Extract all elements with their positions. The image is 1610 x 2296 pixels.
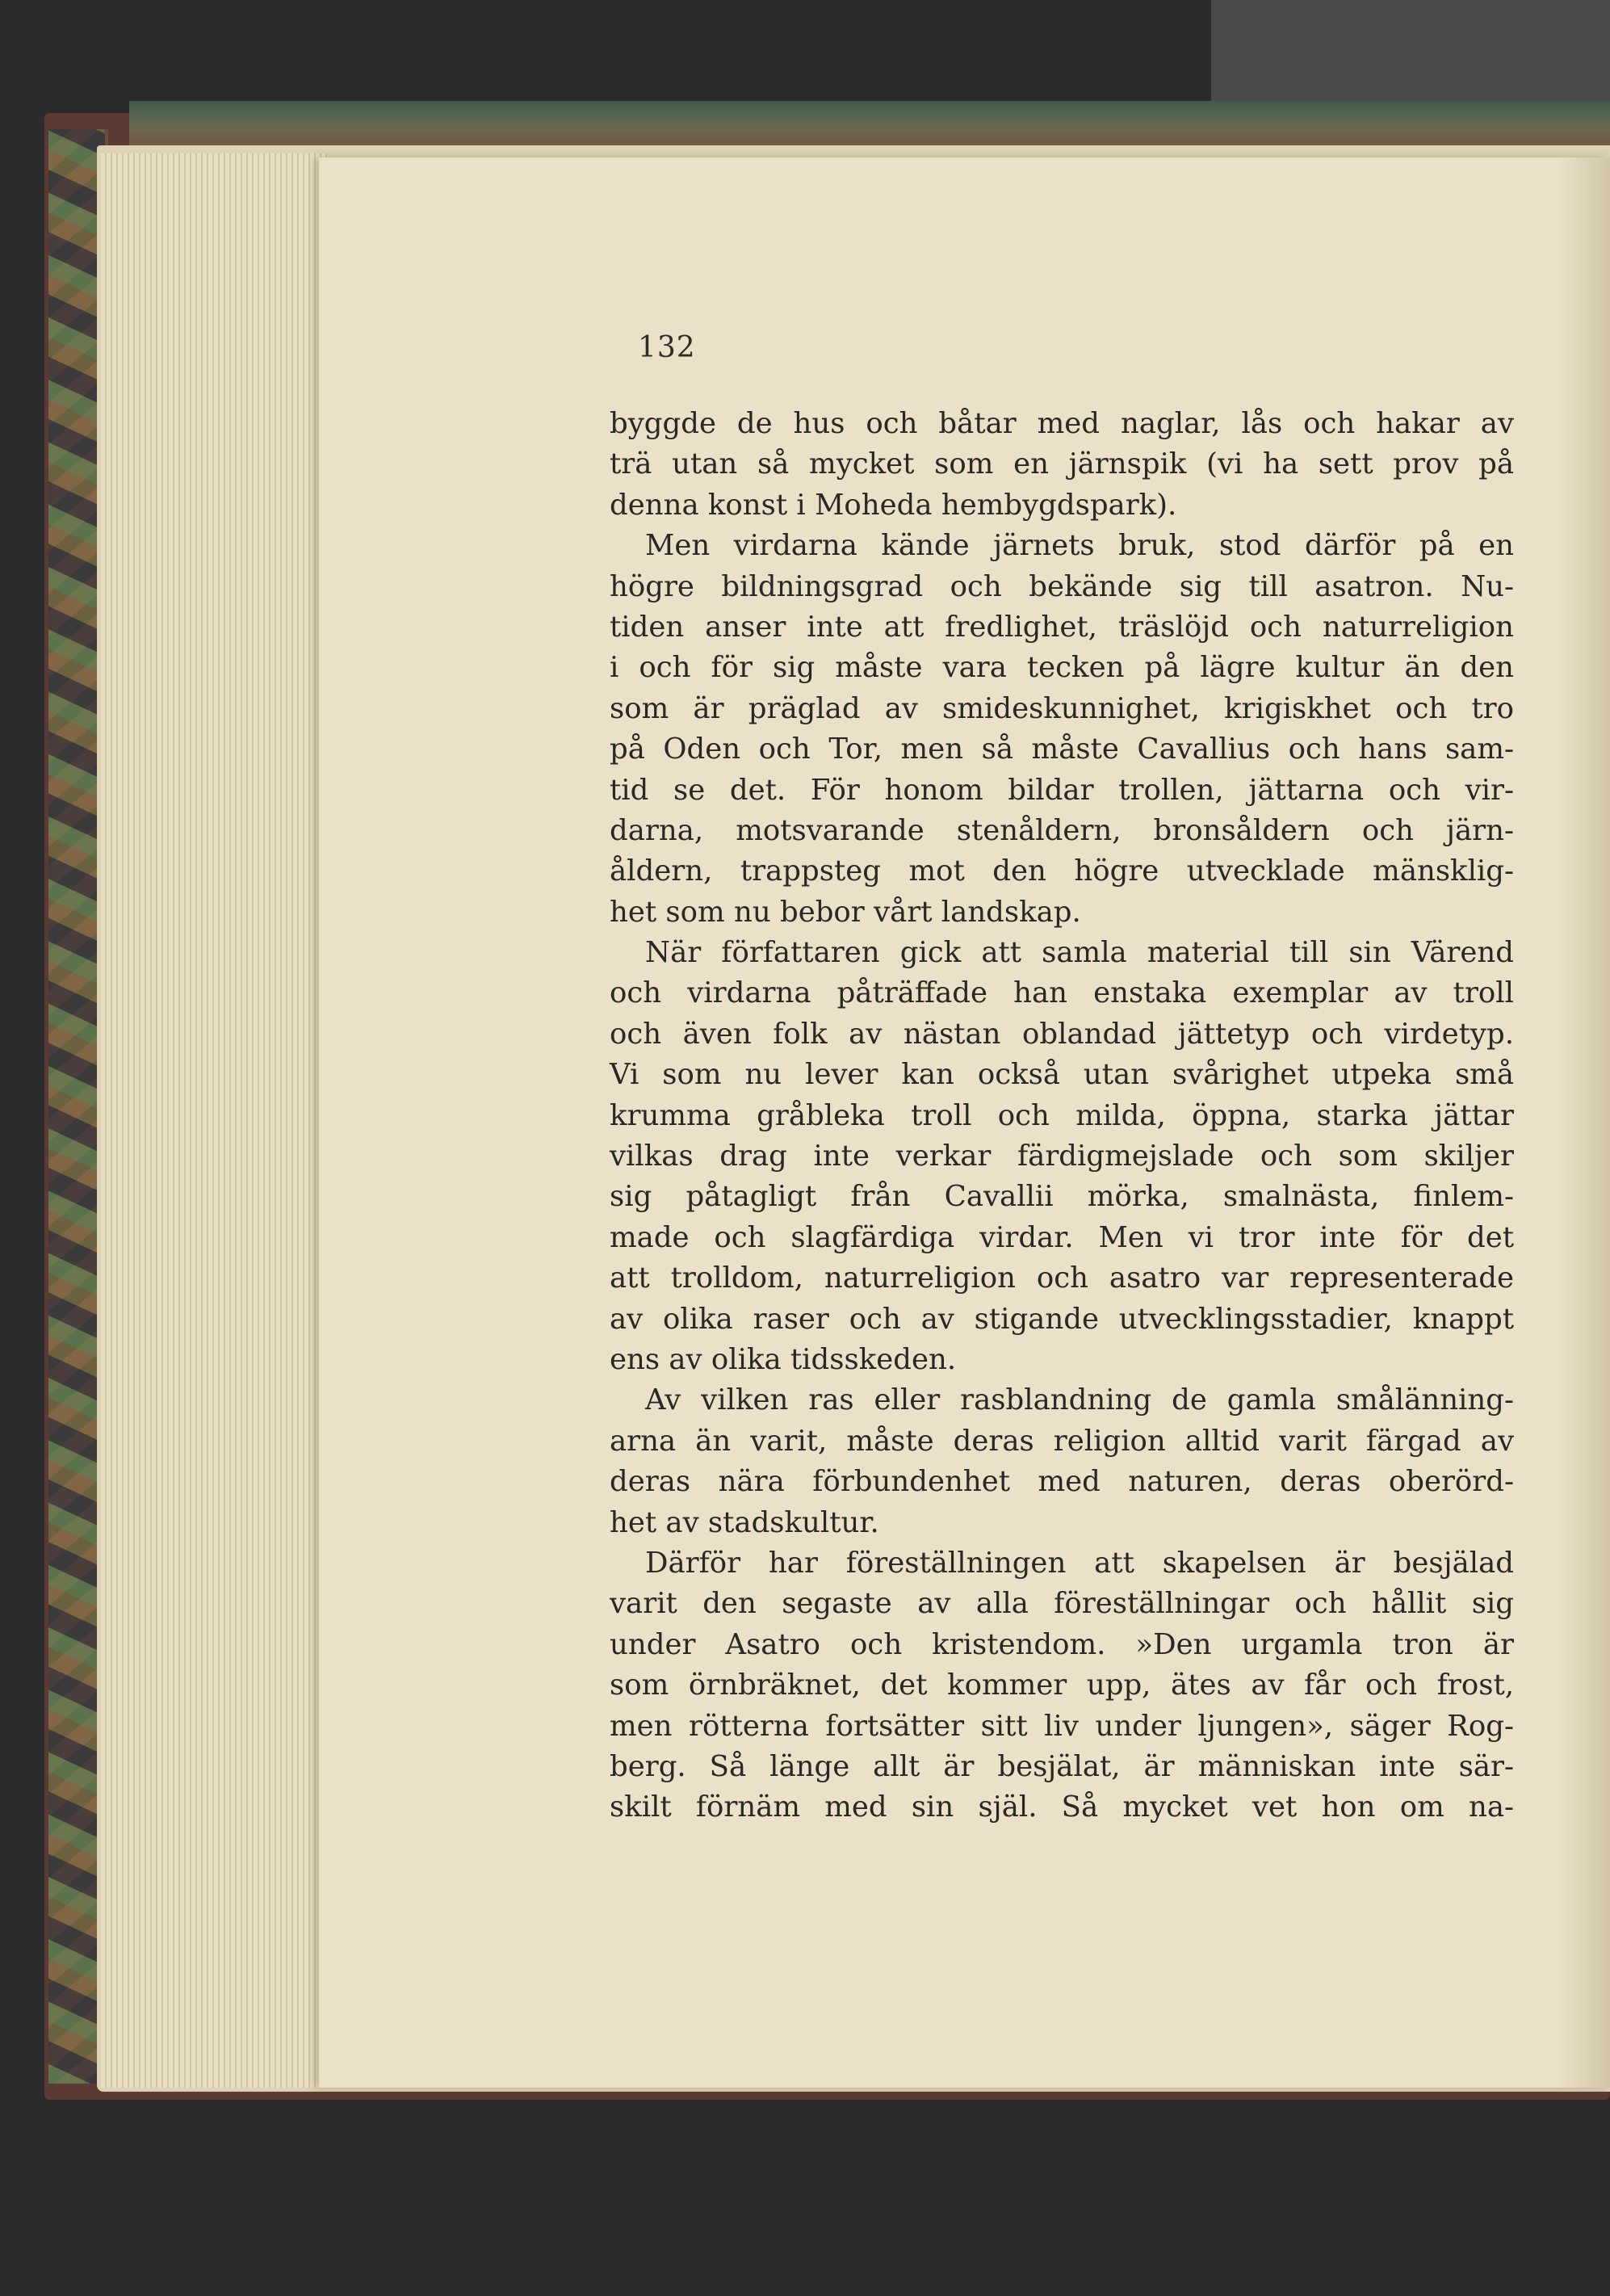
text-line: byggde de hus och båtar med naglar, lås och hakar av	[610, 407, 1514, 440]
text-line: vilkas drag inte verkar färdigmejslade och som skiljer	[610, 1140, 1514, 1173]
text-line: på Oden och Tor, men så måste Cavallius och hans sam-	[610, 732, 1514, 766]
text-line: i och för sig måste vara tecken på lägre kultur än den	[610, 651, 1514, 685]
text-line: När författaren gick att samla material till sin Värend	[645, 936, 1514, 970]
text-line: av olika raser och av stigande utvecklingsstadier, knappt	[610, 1302, 1514, 1336]
text-line: tiden anser inte att fredlighet, träslöjd och naturreligion	[610, 610, 1514, 644]
page-gutter-shadow	[1558, 157, 1610, 2088]
text-line: sig påtagligt från Cavallii mörka, smalnästa, finlem-	[610, 1180, 1514, 1214]
text-line: arna än varit, måste deras religion alltid varit färgad av	[610, 1424, 1514, 1458]
text-line: Vi som nu lever kan också utan svårighet utpeka små	[610, 1058, 1514, 1092]
text-line: Men virdarna kände järnets bruk, stod därför på en	[645, 529, 1514, 563]
text-line: och virdarna påträffade han enstaka exemplar av troll	[610, 976, 1514, 1010]
text-line: som örnbräknet, det kommer upp, ätes av får och frost,	[610, 1668, 1514, 1702]
text-line: skilt förnäm med sin själ. Så mycket vet hon om na-	[610, 1790, 1514, 1824]
text-line: denna konst i Moheda hembygdspark).	[610, 488, 1177, 522]
text-line: som är präglad av smideskunnighet, krigiskhet och tro	[610, 691, 1514, 725]
text-line: åldern, trappsteg mot den högre utvecklade mänsklig-	[610, 854, 1514, 888]
text-line: varit den segaste av alla föreställningar och hållit sig	[610, 1587, 1514, 1621]
text-line: krumma gråbleka troll och milda, öppna, starka jättar	[610, 1098, 1514, 1132]
text-line: het som nu bebor vårt landskap.	[610, 895, 1081, 929]
text-line: berg. Så länge allt är besjälat, är människan inte sär-	[610, 1749, 1514, 1783]
background-shadow	[1211, 0, 1610, 105]
text-line: deras nära förbundenhet med naturen, deras oberörd-	[610, 1465, 1514, 1499]
text-line: trä utan så mycket som en järnspik (vi ha sett prov på	[610, 447, 1514, 481]
text-line: och även folk av nästan oblandad jättetyp och virdetyp.	[610, 1017, 1514, 1051]
body-text	[610, 404, 1514, 1828]
text-line: högre bildningsgrad och bekände sig till asatron. Nu-	[610, 569, 1514, 603]
text-line: ens av olika tidsskeden.	[610, 1342, 957, 1376]
text-line: under Asatro och kristendom. »Den urgamla tron är	[610, 1627, 1514, 1661]
page-number: 132	[638, 331, 696, 364]
text-line: men rötterna fortsätter sitt liv under ljungen», säger Rog-	[610, 1709, 1514, 1743]
text-line: darna, motsvarande stenåldern, bronsåldern och järn-	[610, 813, 1514, 847]
text-line: made och slagfärdiga virdar. Men vi tror inte för det	[610, 1220, 1514, 1254]
text-line: Därför har föreställningen att skapelsen är besjälad	[645, 1546, 1514, 1580]
text-line: Av vilken ras eller rasblandning de gamla smålänning-	[645, 1383, 1514, 1417]
text-line: tid se det. För honom bildar trollen, jättarna och vir-	[610, 773, 1514, 807]
page-edges	[101, 153, 327, 2088]
text-line: att trolldom, naturreligion och asatro var representerade	[610, 1261, 1514, 1295]
text-line: het av stadskultur.	[610, 1505, 879, 1539]
